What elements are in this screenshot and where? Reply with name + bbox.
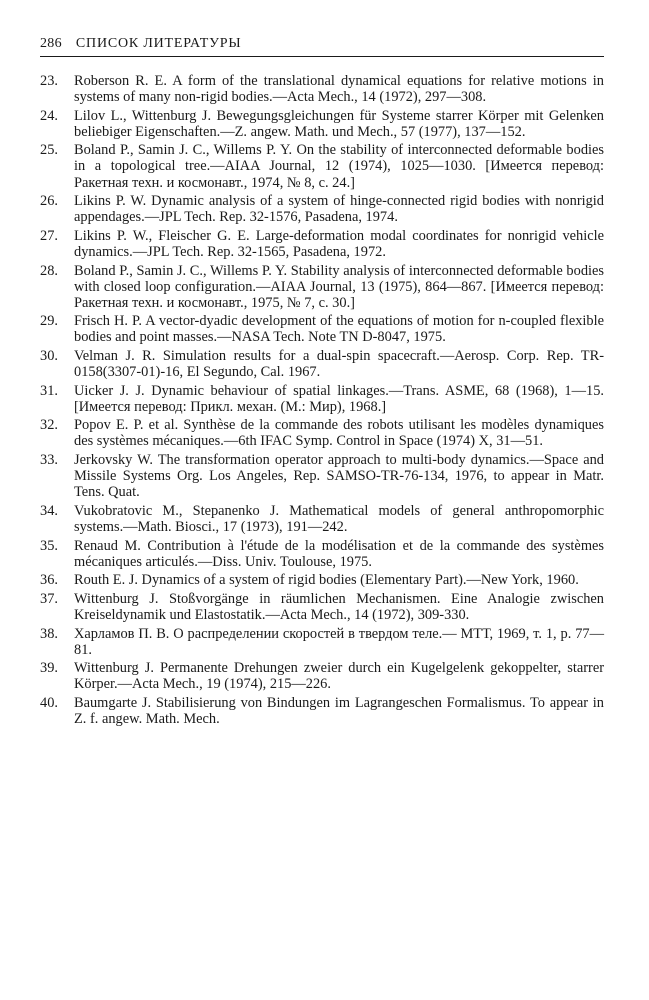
reference-item: [40, 263, 604, 311]
reference-number: 38.: [40, 625, 58, 642]
reference-item: [40, 626, 604, 658]
running-title: СПИСОК ЛИТЕРАТУРЫ: [75, 36, 242, 51]
reference-text: Velman J. R. Simulation results for a dual-spin spacecraft.—Aerosp. Corp. Rep. TR-0158(3307-01)-16, El Segundo, Cal. 1967.: [74, 348, 604, 381]
reference-number: 29.: [40, 313, 58, 330]
reference-text: Jerkovsky W. The transformation operator approach to multi-body dynamics.—Space and Missile Systems Org. Los Angeles, Rep. SAMSO-TR-76-134, 1976, to appear in Matr. Tens. Quat.: [74, 452, 604, 501]
reference-item: [40, 228, 604, 260]
reference-text: Routh E. J. Dynamics of a system of rigid bodies (Elementary Part).—New York, 1960.: [74, 572, 579, 589]
reference-number: 25.: [40, 142, 58, 159]
reference-item: [40, 313, 604, 345]
reference-text: Likins P. W. Dynamic analysis of a system of hinge-connected rigid bodies with nonrigid appendages.—JPL Tech. Rep. 32-1576, Pasadena, 1974.: [74, 193, 604, 226]
reference-number: 30.: [40, 348, 58, 364]
reference-item: [40, 591, 604, 623]
page-number: 286: [40, 36, 62, 51]
reference-number: 23.: [40, 73, 58, 89]
reference-text: Uicker J. J. Dynamic behaviour of spatial linkages.—Trans. ASME, 68 (1968), 1—15. [Имеется перевод: Прикл. механ. (М.: Мир), 1968.]: [74, 382, 604, 415]
reference-number: 26.: [40, 193, 58, 210]
reference-item: [40, 503, 604, 535]
reference-text: Boland P., Samin J. C., Willems P. Y. On the stability of interconnected deformable bodies in a topological tree.—AIAA Journal, 12 (1974), 1025—1030. [Имеется перевод: Ракетная техн. и космонавт., 1974, № 8, с. 24.]: [74, 142, 604, 191]
reference-number: 37.: [40, 590, 58, 607]
reference-item: [40, 348, 604, 380]
reference-item: [40, 383, 604, 415]
reference-number: 31.: [40, 382, 58, 399]
document-page: [40, 36, 604, 730]
page-header: [40, 36, 604, 57]
reference-item: [40, 572, 604, 588]
reference-item: [40, 660, 604, 692]
reference-text: Renaud M. Contribution à l'étude de la modélisation et de la commande des systèmes mécaniques articulés.—Diss. Univ. Toulouse, 1975.: [74, 537, 604, 570]
reference-text: Roberson R. E. A form of the translational dynamical equations for relative motions in systems of many non-rigid bodies.—Acta Mech., 14 (1972), 297—308.: [74, 73, 604, 106]
reference-item: [40, 142, 604, 190]
reference-number: 24.: [40, 107, 58, 124]
reference-text: Харламов П. В. О распределении скоростей в твердом теле.— МТТ, 1969, т. 1, р. 77—81.: [74, 625, 604, 658]
reference-item: [40, 695, 604, 727]
reference-number: 33.: [40, 452, 58, 469]
reference-number: 34.: [40, 502, 58, 519]
reference-text: Vukobratovic M., Stepanenko J. Mathematical models of general anthropomorphic systems.—Math. Biosci., 17 (1973), 191—242.: [74, 502, 604, 535]
reference-number: 35.: [40, 537, 58, 554]
reference-number: 40.: [40, 694, 58, 711]
reference-item: [40, 417, 604, 449]
reference-text: Boland P., Samin J. C., Willems P. Y. Stability analysis of interconnected deformable bodies with closed loop configuration.—AIAA Journal, 13 (1975), 864—867. [Имеется перевод: Ракетная техн. и космонавт., 1975, № 7, с. 30.]: [74, 262, 604, 311]
reference-text: Baumgarte J. Stabilisierung von Bindungen im Lagrangeschen Formalismus. To appear in Z. f. angew. Math. Mech.: [74, 694, 604, 727]
reference-number: 39.: [40, 660, 58, 677]
reference-text: Lilov L., Wittenburg J. Bewegungsgleichungen für Systeme starrer Körper mit Gelenken beliebiger Eigenschaften.—Z. angew. Math. und Mech., 57 (1977), 137—152.: [74, 107, 604, 140]
reference-item: [40, 108, 604, 140]
reference-number: 36.: [40, 572, 58, 589]
reference-number: 32.: [40, 417, 58, 434]
reference-text: Likins P. W., Fleischer G. E. Large-deformation modal coordinates for nonrigid vehicle dynamics.—JPL Tech. Rep. 32-1565, Pasadena, 1972.: [74, 227, 604, 260]
reference-text: Popov E. P. et al. Synthèse de la commande des robots utilisant les modèles dynamiques des systèmes mécaniques.—6th IFAC Symp. Control in Space (1974) X, 31—51.: [74, 417, 604, 450]
reference-item: [40, 73, 604, 105]
reference-list: [40, 73, 604, 727]
reference-text: Frisch H. P. A vector-dyadic development of the equations of motion for n-coupled flexible bodies and point masses.—NASA Tech. Note TN D-8047, 1975.: [74, 313, 604, 346]
reference-text: Wittenburg J. Stoßvorgänge in räumlichen Mechanismen. Eine Analogie zwischen Kreiseldynamik und Elastostatik.—Acta Mech., 14 (1972), 309-330.: [74, 590, 604, 623]
reference-number: 28.: [40, 262, 58, 279]
reference-item: [40, 452, 604, 500]
reference-item: [40, 538, 604, 570]
reference-item: [40, 193, 604, 225]
reference-text: Wittenburg J. Permanente Drehungen zweier durch ein Kugelgelenk gekoppelter, starrer Körper.—Acta Mech., 19 (1974), 215—226.: [74, 660, 604, 693]
reference-number: 27.: [40, 227, 58, 244]
